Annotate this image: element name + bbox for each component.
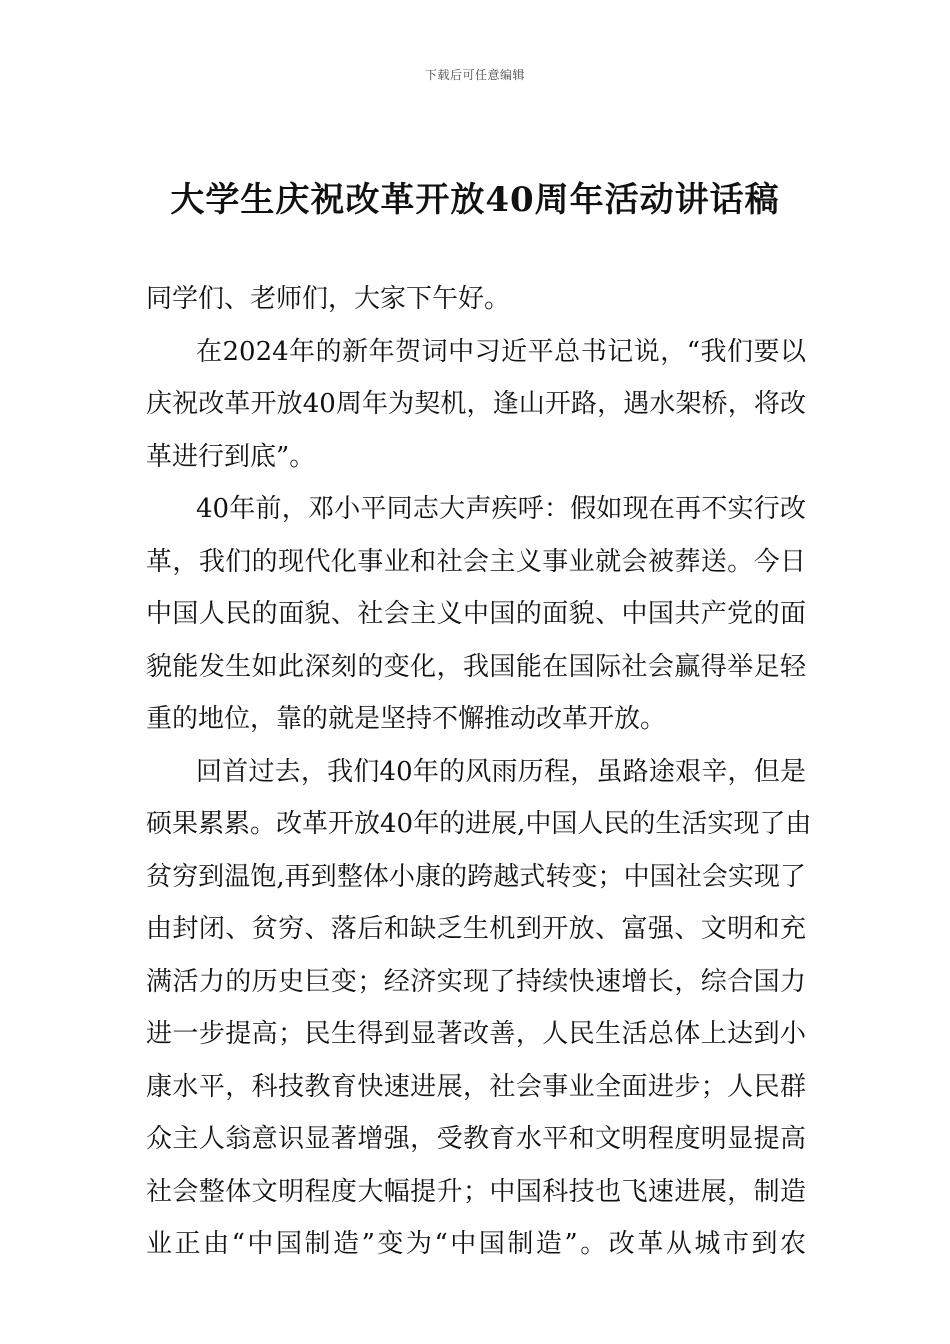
- text-line: 贫穷到温饱,再到整体小康的跨越式转变；中国社会实现了: [146, 861, 806, 892]
- text-line: 重的地位，靠的就是坚持不懈推动改革开放。: [146, 704, 667, 734]
- document-body: [146, 273, 812, 1271]
- text-line: 中国人民的面貌、社会主义中国的面貌、中国共产党的面: [146, 599, 806, 629]
- text-line: 革，我们的现代化事业和社会主义事业就会被葬送。今日: [146, 546, 806, 577]
- text-line: 貌能发生如此深刻的变化，我国能在国际社会赢得举足轻: [146, 651, 806, 682]
- text-line: 业正由“中国制造”变为“中国制造”。改革从城市到农: [146, 1229, 806, 1259]
- text-line: 庆祝改革开放40周年为契机，逢山开路，遇水架桥，将改: [146, 389, 806, 419]
- text-line: 硕果累累。改革开放40年的进展,中国人民的生活实现了由: [146, 809, 812, 839]
- page-title: 大学生庆祝改革开放40周年活动讲话稿: [170, 180, 780, 220]
- text-line: 革进行到底”。: [146, 441, 316, 472]
- text-line: 40年前，邓小平同志大声疾呼：假如现在再不实行改: [196, 494, 806, 524]
- text-line: 由封闭、贫穷、落后和缺乏生机到开放、富强、文明和充: [146, 914, 806, 944]
- text-line: 进一步提高；民生得到显著改善，人民生活总体上达到小: [146, 1019, 806, 1049]
- text-line: 康水平，科技教育快速进展，社会事业全面进步；人民群: [146, 1071, 806, 1102]
- text-line: 在2024年的新年贺词中习近平总书记说，“我们要以: [196, 336, 806, 367]
- text-line: 满活力的历史巨变；经济实现了持续快速增长，综合国力: [146, 966, 806, 997]
- text-line: 社会整体文明程度大幅提升；中国科技也飞速进展，制造: [146, 1176, 806, 1207]
- header-note: 下载后可任意编辑: [424, 68, 525, 82]
- text-line: 众主人翁意识显著增强，受教育水平和文明程度明显提高: [146, 1124, 806, 1154]
- text-line: 回首过去，我们40年的风雨历程，虽路途艰辛，但是: [196, 756, 806, 787]
- text-line: 同学们、老师们，大家下午好。: [146, 284, 511, 314]
